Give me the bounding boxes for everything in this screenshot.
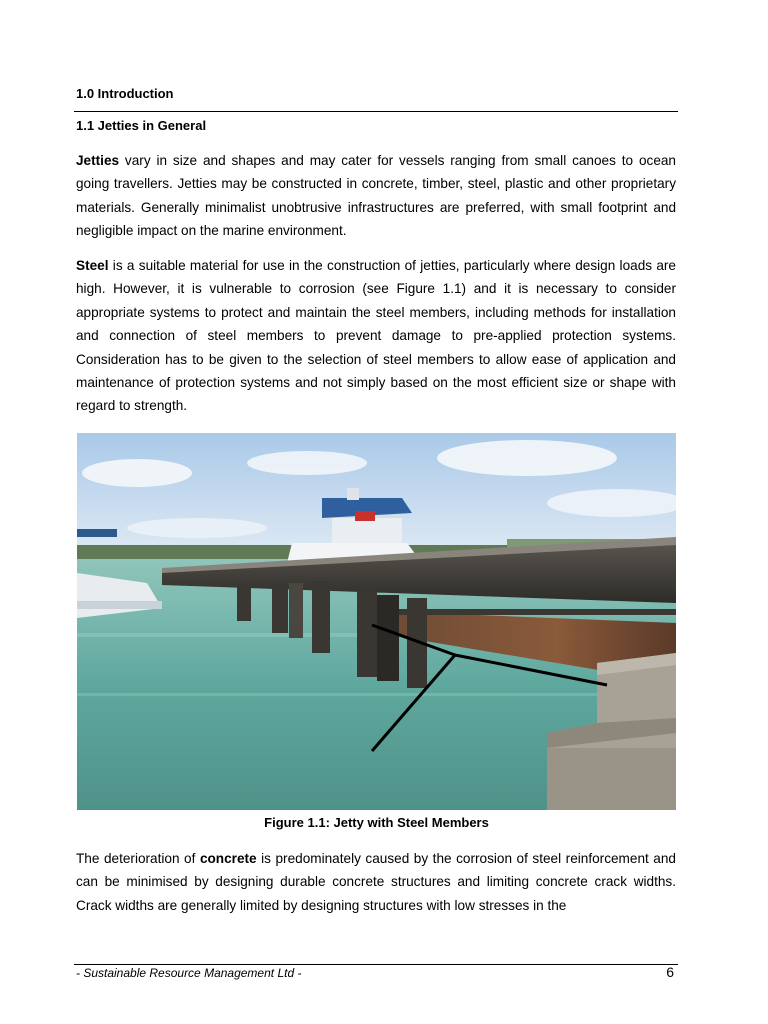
paragraph-jetties	[76, 149, 676, 243]
term-steel: Steel	[76, 258, 109, 273]
paragraph-steel-text: is a suitable material for use in the construction of jetties, particularly where design loads are high. However, it is vulnerable to corrosion (see Figure 1.1) and it is necessary to consider appropriate systems to protect and maintain the steel members, including methods for installation and connection of steel members to prevent damage to pre-applied protection systems. Consideration has to be given to the selection of steel members to allow ease of application and maintenance of protection systems and not simply based on the most efficient size or shape with regard to strength.	[76, 258, 676, 414]
term-jetties: Jetties	[76, 153, 120, 168]
paragraph-concrete	[76, 847, 676, 917]
footer-company: - Sustainable Resource Management Ltd -	[76, 966, 302, 980]
footer-divider	[74, 964, 678, 965]
figure-jetty-photo	[77, 433, 676, 810]
paragraph-jetties-text: vary in size and shapes and may cater for vessels ranging from small canoes to ocean going travellers. Jetties may be constructed in concrete, timber, steel, plastic and other proprietary materials. Generally minimalist unobtrusive infrastructures are preferred, with small footprint and negligible impact on the marine environment.	[76, 153, 676, 239]
figure-caption: Figure 1.1: Jetty with Steel Members	[264, 815, 489, 830]
section-heading: 1.0 Introduction	[76, 86, 174, 101]
heading-divider	[74, 111, 678, 112]
paragraph-concrete-lead: The deterioration of	[76, 851, 200, 866]
subsection-heading: 1.1 Jetties in General	[76, 118, 207, 133]
term-concrete: concrete	[199, 851, 257, 866]
paragraph-concrete-text: is predominately caused by the corrosion of steel reinforcement and can be minimised by designing durable concrete structures and limiting concrete crack widths. Crack widths are generally limited by designing structures with low stresses in the	[76, 851, 676, 913]
page-number: 6	[666, 964, 674, 980]
paragraph-steel	[76, 254, 676, 418]
